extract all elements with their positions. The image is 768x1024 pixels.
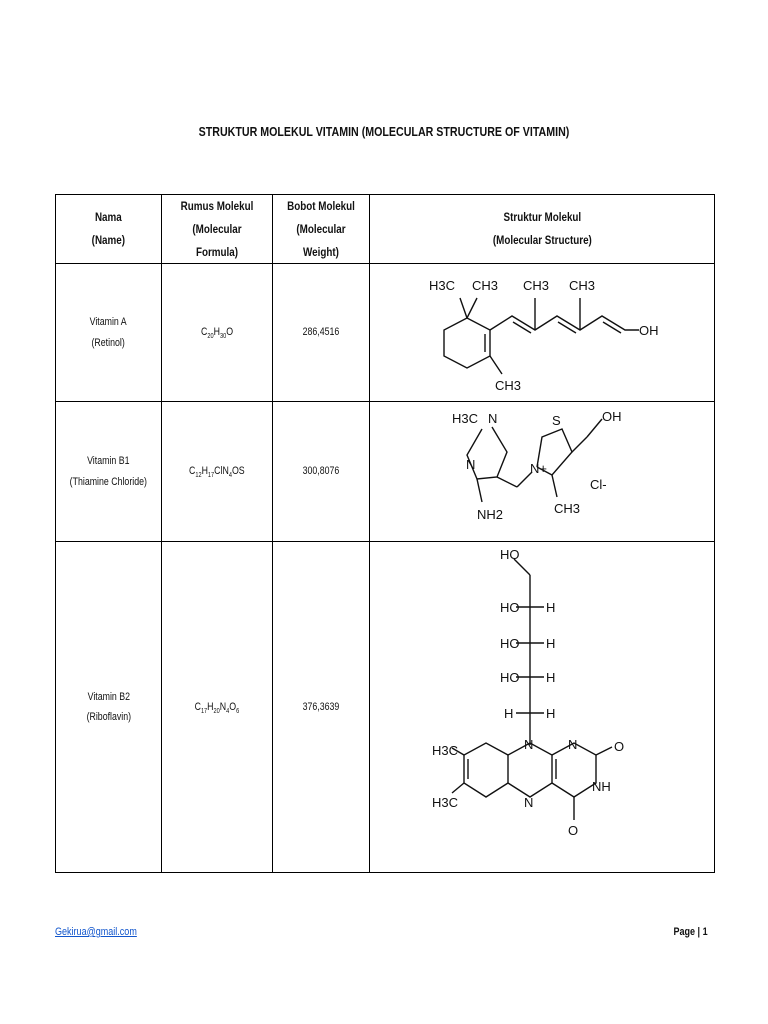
- vitamin-table: [55, 194, 715, 873]
- thiamine-cl-label: Cl-: [590, 476, 607, 492]
- header-name: Nama (Name): [56, 195, 162, 264]
- ribo-h-label-4: H: [504, 705, 514, 721]
- ribo-nh-label: NH: [592, 778, 611, 794]
- page-number: Page | 1: [673, 926, 708, 938]
- thiamine-structure: [370, 402, 715, 542]
- ribo-h3c-label-2: H3C: [432, 794, 459, 810]
- thiamine-nh2-label: NH2: [477, 506, 504, 522]
- ribo-o-label-1: O: [614, 738, 625, 754]
- retinol-h3c-label: H3C: [429, 277, 456, 293]
- table-row: [56, 264, 715, 402]
- thiamine-s-label: S: [552, 412, 561, 428]
- ribo-o-label-2: O: [568, 822, 579, 838]
- retinol-ch3-label-2: CH3: [523, 277, 550, 293]
- ribo-ho-label-2: HO: [500, 599, 520, 615]
- thiamine-oh-label: OH: [602, 408, 622, 424]
- thiamine-n-plus-label: N+: [530, 460, 547, 476]
- ribo-h-label-3: H: [546, 669, 556, 685]
- table-header-row: [56, 195, 715, 264]
- thiamine-n-label-1: N: [488, 410, 498, 426]
- ribo-h-label-1: H: [546, 599, 556, 615]
- thiamine-h3c-label: H3C: [452, 410, 479, 426]
- vitamin-name-cell: Vitamin A (Retinol): [56, 264, 162, 402]
- retinol-ch3-label-3: CH3: [569, 277, 596, 293]
- retinol-ch3-label-1: CH3: [472, 277, 499, 293]
- ribo-n-label-1: N: [524, 736, 534, 752]
- retinol-structure: [370, 264, 715, 402]
- header-formula: Rumus Molekul (Molecular Formula): [162, 195, 273, 264]
- retinol-structure-diagram: [427, 268, 657, 398]
- ribo-n-label-3: N: [524, 794, 534, 810]
- retinol-ch3-label-4: CH3: [495, 377, 522, 393]
- header-weight: Bobot Molekul (Molecular Weight): [273, 195, 370, 264]
- ribo-ho-label-1: HO: [500, 546, 520, 562]
- table-row: [56, 542, 715, 873]
- vitamin-name-cell: Vitamin B1 (Thiamine Chloride): [56, 402, 162, 542]
- page-title: STRUKTUR MOLEKUL VITAMIN (MOLECULAR STRUCTURE OF VITAMIN): [198, 124, 570, 139]
- ribo-n-label-2: N: [568, 736, 578, 752]
- formula-cell: $C_{12}H_{17}ClN_4OS$: [162, 402, 273, 542]
- thiamine-structure-diagram: [442, 407, 642, 537]
- thiamine-ch3-label: CH3: [554, 500, 581, 516]
- ribo-h3c-label-1: H3C: [432, 742, 459, 758]
- header-structure: Struktur Molekul (Molecular Structure): [370, 195, 715, 264]
- ribo-h-label-5: H: [546, 705, 556, 721]
- vitamin-name-cell: Vitamin B2 (Riboflavin): [56, 542, 162, 873]
- riboflavin-structure: [370, 542, 715, 873]
- riboflavin-structure-diagram: [432, 545, 642, 870]
- footer-email-link[interactable]: Gekirua@gmail.com: [55, 926, 137, 938]
- thiamine-n-label-2: N: [466, 456, 476, 472]
- formula-cell: $C_{17}H_{20}N_4O_6$: [162, 542, 273, 873]
- table-row: [56, 402, 715, 542]
- ribo-ho-label-3: HO: [500, 635, 520, 651]
- weight-cell: 286,4516: [273, 264, 370, 402]
- weight-cell: 300,8076: [273, 402, 370, 542]
- weight-cell: 376,3639: [273, 542, 370, 873]
- ribo-h-label-2: H: [546, 635, 556, 651]
- retinol-oh-label: OH: [639, 322, 659, 338]
- ribo-ho-label-4: HO: [500, 669, 520, 685]
- formula-cell: $C_{20}H_{30}O$: [162, 264, 273, 402]
